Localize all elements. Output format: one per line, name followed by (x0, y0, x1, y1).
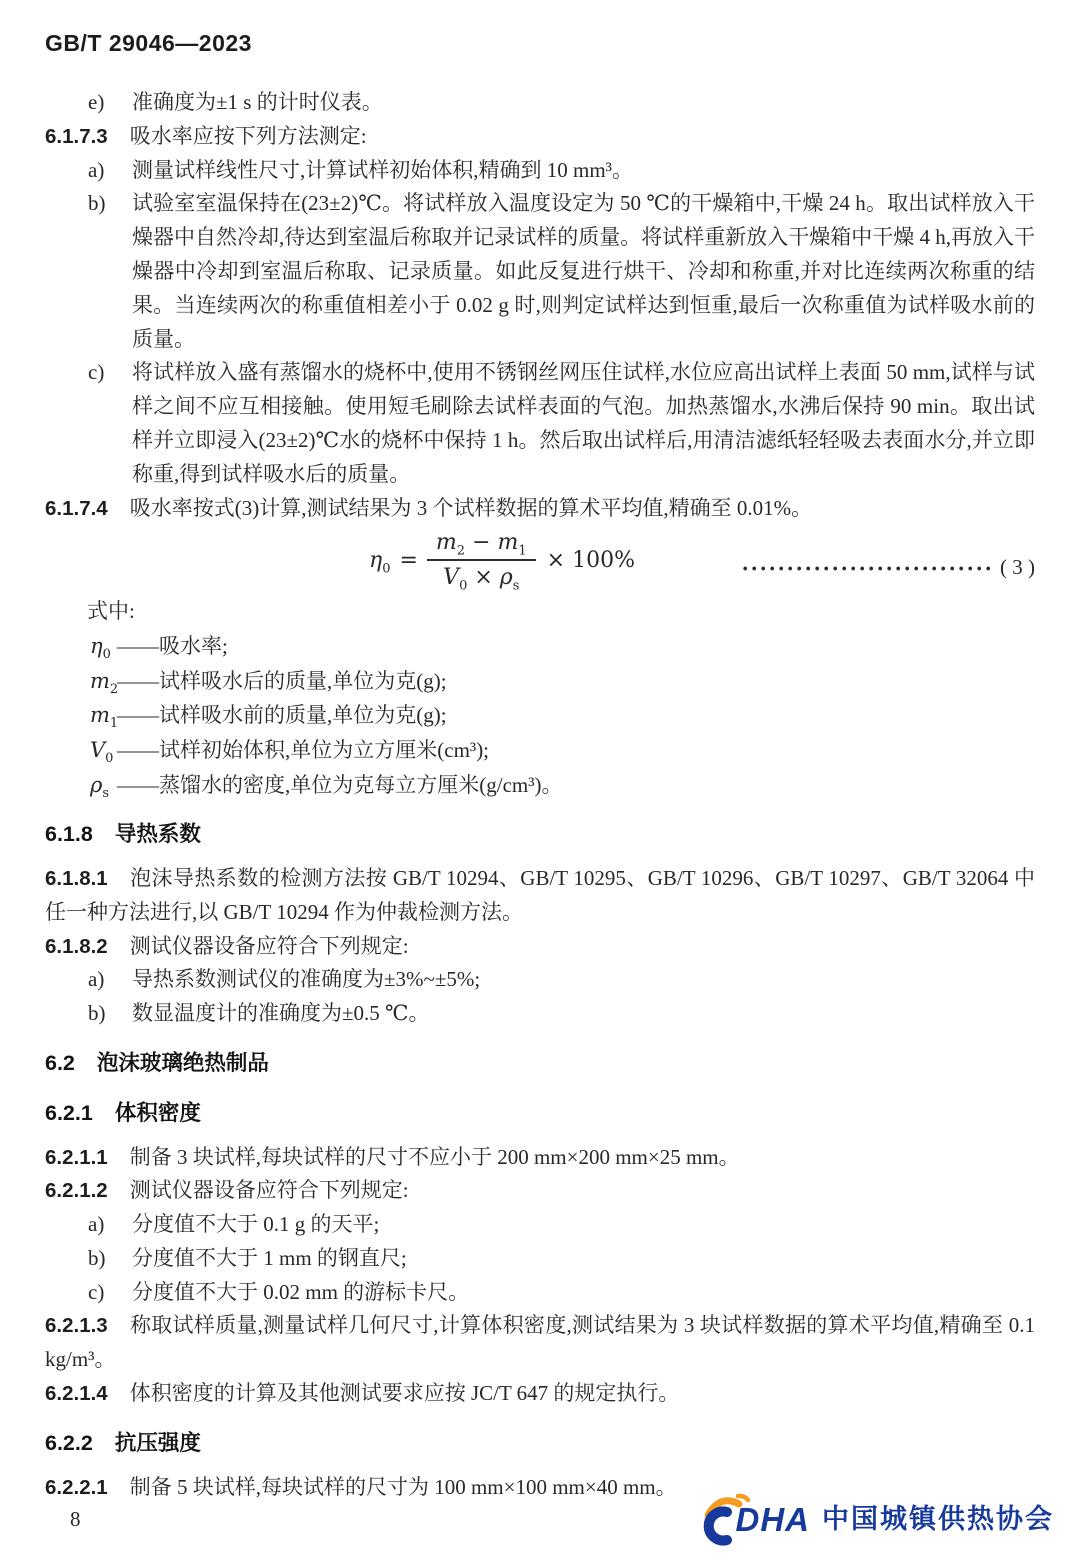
list-text: 将试样放入盛有蒸馏水的烧杯中,使用不锈钢丝网压住试样,水位应高出试样上表面 50 mm,试样与试样之间不应互相接触。使用短毛刷除去试样表面的气泡。加热蒸馏水,水沸后保持 90 min。取出试样并立即浸入(23±2)℃水的烧杯中保持 1 h。然后取出试样后,用清洁滤纸轻轻吸去表面水分,并立即称重,得到试样吸水后的质量。 (132, 360, 1036, 486)
clause-number: 6.2.1.3 (45, 1314, 108, 1338)
list-text: 导热系数测试仪的准确度为±3%~±5%; (132, 967, 481, 992)
var-definition-m1 (45, 698, 1035, 733)
var-definition-v0 (45, 733, 1035, 768)
clause-6-1-7-3 (45, 120, 1035, 154)
var-dash: —— (117, 634, 159, 659)
list-text: 分度值不大于 0.02 mm 的游标卡尺。 (132, 1279, 470, 1304)
logo-organization-name: 中国城镇供热协会 (822, 1504, 1054, 1535)
list-letter: b) (88, 1001, 106, 1026)
section-heading-6-1-8 (45, 818, 1035, 852)
clause-number: 6.2.2.1 (45, 1475, 108, 1499)
clause-text: 吸水率按式(3)计算,测试结果为 3 个试样数据的算术平均值,精确至 0.01%。 (129, 495, 813, 520)
list-text: 试验室室温保持在(23±2)℃。将试样放入温度设定为 50 ℃的干燥箱中,干燥 24 h。取出试样放入干燥器中自然冷却,待达到室温后称取并记录试样的质量。将试样重新放入干燥箱中干燥 4 h,再放入干燥器中冷却到室温后称取、记录质量。如此反复进行烘干、冷却和称重,并对比连续两次称重的结果。当连续两次的称重值相差小于 0.02 g 时,则判定试样达到恒重,最后一次称重值为试样吸水前的质量。 (132, 191, 1035, 351)
var-description: 蒸馏水的密度,单位为克每立方厘米(g/cm³)。 (159, 772, 563, 797)
var-description: 吸水率; (159, 634, 228, 659)
denominator: $V_0 \times \rho_s$ (443, 565, 520, 594)
clause-6-2-1-1 (45, 1141, 1035, 1175)
equation-3-row (45, 527, 1035, 593)
list-item-b (45, 187, 1035, 356)
var-symbol: $\rho_s$ (90, 772, 110, 801)
clause-text: 测试仪器设备应符合下列规定: (129, 933, 409, 958)
clause-6-1-7-4 (45, 492, 1035, 526)
clause-text: 测试仪器设备应符合下列规定: (129, 1178, 409, 1203)
equation-reference (743, 551, 1035, 585)
list-item-c (45, 356, 1035, 491)
heading-title: 导热系数 (114, 822, 201, 847)
clause-text: 称取试样质量,测量试样几何尺寸,计算体积密度,测试结果为 3 块试样数据的算术平均值,精确至 0.1 kg/m³。 (45, 1313, 1035, 1372)
clause-text: 吸水率应按下列方法测定: (129, 123, 367, 148)
var-symbol: $V_0$ (90, 737, 114, 767)
heading-number: 6.1.8 (45, 822, 93, 847)
list-letter: b) (88, 1245, 106, 1270)
clause-text: 制备 3 块试样,每块试样的尺寸不应小于 200 mm×200 mm×25 mm。 (129, 1144, 740, 1169)
list-letter: b) (88, 191, 106, 216)
var-definition-eta0 (45, 629, 1035, 664)
list-letter: a) (88, 967, 105, 992)
clause-number: 6.1.7.4 (45, 496, 108, 520)
heading-title: 泡沫玻璃绝热制品 (96, 1050, 269, 1075)
var-symbol: $\eta_0$ (90, 634, 111, 663)
clause-text: 制备 5 块试样,每块试样的尺寸为 100 mm×100 mm×40 mm。 (129, 1474, 677, 1499)
page-number: 8 (70, 1507, 81, 1532)
fraction (427, 529, 536, 592)
heading-title: 抗压强度 (114, 1430, 201, 1455)
var-description: 试样吸水后的质量,单位为克(g); (159, 668, 447, 693)
var-dash: —— (117, 668, 159, 693)
list-item-a (45, 154, 1035, 188)
var-symbol: $m_1$ (90, 703, 119, 732)
logo-small-arc (738, 1496, 748, 1500)
clause-6-2-1-2 (45, 1174, 1035, 1208)
clause-6-1-8-1 (45, 862, 1035, 930)
list-item-a (45, 963, 1035, 997)
clause-number: 6.2.1.2 (45, 1179, 108, 1203)
var-definition-m2 (45, 664, 1035, 699)
formula-multiplier: × 100% (546, 547, 635, 573)
var-dash: —— (117, 703, 159, 728)
clause-number: 6.1.7.3 (45, 124, 108, 148)
list-letter: a) (88, 157, 105, 182)
logo-c-crescent (708, 1512, 726, 1541)
var-definition-rho-s (45, 768, 1035, 803)
equals-sign: = (399, 547, 418, 573)
list-text: 准确度为±1 s 的计时仪表。 (132, 90, 383, 114)
list-item-a (45, 1208, 1035, 1242)
list-item-b (45, 1242, 1035, 1276)
section-heading-6-2-2 (45, 1427, 1035, 1461)
logo-abbreviation: DHA (735, 1501, 810, 1539)
list-text: 测量试样线性尺寸,计算试样初始体积,精确到 10 mm³。 (132, 157, 633, 182)
numerator: $m_2 - m_1$ (427, 529, 536, 562)
clause-number: 6.2.1.4 (45, 1382, 108, 1406)
list-item-b (45, 997, 1035, 1031)
var-description: 试样初始体积,单位为立方厘米(cm³); (159, 737, 490, 762)
heading-number: 6.2.1 (45, 1100, 93, 1125)
page-footer (45, 1480, 1054, 1560)
list-letter: a) (88, 1212, 105, 1237)
list-letter: e) (88, 90, 105, 114)
list-text: 分度值不大于 0.1 g 的天平; (132, 1212, 380, 1237)
formula-lhs: $\eta_0$ (369, 547, 391, 576)
where-label: 式中: (87, 599, 135, 624)
var-symbol: $m_2$ (90, 668, 119, 697)
equation-number: ( 3 ) (1000, 555, 1035, 580)
clause-6-2-1-4 (45, 1377, 1035, 1411)
water-absorption-formula (369, 529, 635, 592)
list-item-e (45, 86, 1035, 120)
clause-number: 6.2.1.1 (45, 1145, 108, 1169)
list-text: 数显温度计的准确度为±0.5 ℃。 (132, 1001, 430, 1026)
heading-number: 6.2.2 (45, 1430, 93, 1455)
dot-leader (743, 566, 995, 571)
clause-number: 6.1.8.1 (45, 866, 108, 890)
heading-number: 6.2 (45, 1050, 75, 1075)
list-letter: c) (88, 360, 105, 385)
clause-text: 泡沫导热系数的检测方法按 GB/T 10294、GB/T 10295、GB/T 10296、GB/T 10297、GB/T 32064 中任一种方法进行,以 GB/T 10294 作为仲裁检测方法。 (45, 865, 1035, 924)
var-dash: —— (117, 737, 159, 762)
list-text: 分度值不大于 1 mm 的钢直尺; (132, 1245, 407, 1270)
clause-number: 6.1.8.2 (45, 934, 108, 958)
clause-6-1-8-2 (45, 930, 1035, 964)
var-dash: —— (117, 772, 159, 797)
list-letter: c) (88, 1279, 105, 1304)
document-body (45, 86, 1035, 1504)
cdha-logo (694, 1491, 1055, 1549)
doc-number: GB/T 29046—2023 (45, 30, 252, 56)
var-description: 试样吸水前的质量,单位为克(g); (159, 703, 447, 728)
clause-text: 体积密度的计算及其他测试要求应按 JC/T 647 的规定执行。 (129, 1381, 680, 1406)
section-heading-6-2-1 (45, 1097, 1035, 1131)
clause-6-2-1-3 (45, 1309, 1035, 1377)
section-heading-6-2 (45, 1047, 1035, 1081)
heading-title: 体积密度 (114, 1100, 201, 1125)
list-item-c (45, 1276, 1035, 1310)
